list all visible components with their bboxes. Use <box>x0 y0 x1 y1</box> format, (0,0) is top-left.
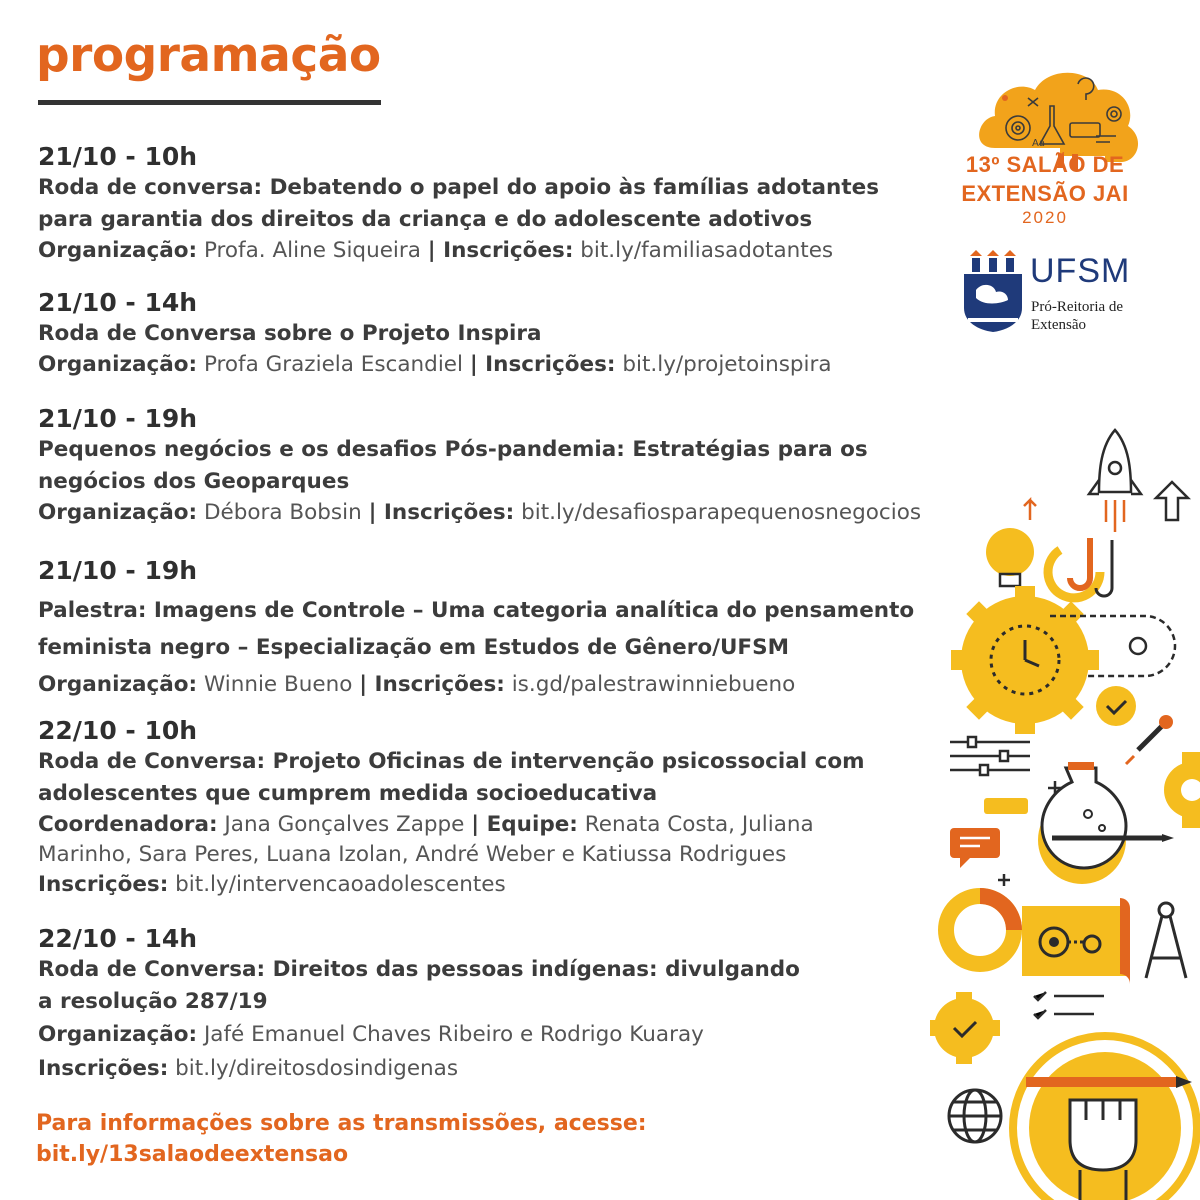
flask-icon <box>1038 762 1174 884</box>
inscricoes-link[interactable]: is.gd/palestrawinniebueno <box>504 672 796 697</box>
lightbulb-icon <box>986 528 1034 586</box>
footer-info <box>36 1108 736 1170</box>
event-meta <box>38 350 968 380</box>
globe-icon <box>949 1090 1001 1142</box>
event-datetime: 22/10 - 14h <box>38 924 198 953</box>
event-title: Roda de Conversa sobre o Projeto Inspira <box>38 321 542 346</box>
compass-icon <box>1146 903 1186 978</box>
event-datetime: 21/10 - 19h <box>38 556 198 585</box>
event-inscricoes <box>38 1054 968 1084</box>
org-value: Jafé Emanuel Chaves Ribeiro e Rodrigo Kuaray <box>197 1022 704 1047</box>
inscricoes-label: | Inscrições: <box>469 352 616 377</box>
event-item <box>38 288 968 380</box>
footer-link[interactable]: bit.ly/13salaodeextensao <box>36 1142 349 1167</box>
page-title: programação <box>36 28 381 83</box>
inscricoes-link[interactable]: bit.ly/desafiosparapequenosnegocios <box>514 500 922 525</box>
inscricoes-label: | Inscrições: <box>368 500 515 525</box>
science-illustration <box>930 410 1200 1200</box>
event-title: Roda de conversa: Debatendo o papel do apoio às famílias adotantes para garantia dos direitos da criança e do adolescente adotivos <box>38 175 880 232</box>
event-item <box>38 142 968 266</box>
org-label: Organização: <box>38 500 198 525</box>
footer-text: Para informações sobre as transmissões, acesse: <box>36 1111 647 1136</box>
coordenadora-value: Jana Gonçalves Zappe <box>217 812 472 837</box>
event-title: Pequenos negócios e os desafios Pós-pandemia: Estratégias para os negócios dos Geoparques <box>38 437 868 494</box>
event-title-line2: a resolução 287/19 <box>38 989 268 1014</box>
gear-check-icon <box>930 992 1000 1064</box>
svg-text:Aa: Aa <box>1032 138 1045 149</box>
inscricoes-label: Inscrições: <box>38 872 169 897</box>
org-label: Organização: <box>38 238 198 263</box>
event-datetime: 21/10 - 19h <box>38 404 198 433</box>
chat-bubble-icon <box>950 798 1028 868</box>
event-meta <box>38 670 968 700</box>
event-team <box>38 810 868 870</box>
event-title: Palestra: Imagens de Controle – Uma categoria analítica do pensamento feminista negro – Especialização em Estudos de Gênero/UFSM <box>38 598 915 660</box>
inscricoes-label: | Inscrições: <box>427 238 574 263</box>
pipette-icon <box>1126 715 1173 764</box>
inscricoes-link[interactable]: bit.ly/direitosdosindigenas <box>168 1056 459 1081</box>
inscricoes-link[interactable]: bit.ly/projetoinspira <box>615 352 832 377</box>
equipe-value: Renata Costa, Juliana Marinho, Sara Peres, Luana Izolan, André Weber e Katiussa Rodrigues <box>38 812 814 867</box>
org-label: Organização: <box>38 1022 198 1047</box>
org-value: Profa Graziela Escandiel <box>197 352 470 377</box>
inscricoes-link[interactable]: bit.ly/intervencaoadolescentes <box>168 872 506 897</box>
event-inscricoes <box>38 870 968 900</box>
event-title: Roda de Conversa: Projeto Oficinas de intervenção psicossocial com adolescentes que cumprem medida socioeducativa <box>38 749 865 806</box>
event-meta <box>38 236 968 266</box>
donut-icon <box>946 896 1014 964</box>
org-value: Profa. Aline Siqueira <box>197 238 428 263</box>
coordenadora-label: Coordenadora: <box>38 812 218 837</box>
ufsm-name: UFSM <box>1030 252 1131 290</box>
org-value: Winnie Bueno <box>197 672 360 697</box>
event-datetime: 21/10 - 10h <box>38 142 198 171</box>
document-icon <box>1022 898 1130 984</box>
equipe-label: | Equipe: <box>471 812 578 837</box>
ufsm-crest-icon <box>960 250 1026 334</box>
event-item <box>38 924 968 1084</box>
sliders-icon <box>950 737 1030 775</box>
inscricoes-label: | Inscrições: <box>359 672 505 697</box>
jai-line2: EXTENSÃO JAI <box>961 181 1129 206</box>
ufsm-subtitle <box>1031 298 1181 334</box>
org-value: Débora Bobsin <box>197 500 369 525</box>
jai-year: 2020 <box>1022 208 1068 227</box>
org-label: Organização: <box>38 672 198 697</box>
ufsm-sub-line2: Extensão <box>1031 317 1086 333</box>
arrow-up-icon <box>1156 482 1188 520</box>
event-item <box>38 716 968 900</box>
rocket-icon <box>1089 430 1141 532</box>
inscricoes-link[interactable]: bit.ly/familiasadotantes <box>573 238 834 263</box>
fist-icon <box>1013 1036 1197 1200</box>
event-meta <box>38 498 968 528</box>
event-item <box>38 404 968 528</box>
event-organizacao <box>38 1020 968 1050</box>
event-title-line1: Roda de Conversa: Direitos das pessoas indígenas: divulgando <box>38 957 800 982</box>
title-underline <box>38 100 381 105</box>
org-label: Organização: <box>38 352 198 377</box>
jai-event-name <box>900 150 1190 208</box>
ufsm-sub-line1: Pró-Reitoria de <box>1031 299 1124 315</box>
event-item <box>38 556 968 700</box>
event-datetime: 21/10 - 14h <box>38 288 198 317</box>
event-datetime: 22/10 - 10h <box>38 716 198 745</box>
gear-clock-icon <box>951 586 1099 734</box>
jai-line1: 13º SALÃO DE <box>965 152 1125 177</box>
inscricoes-label: Inscrições: <box>38 1056 169 1081</box>
check-circle-icon <box>1096 686 1136 726</box>
